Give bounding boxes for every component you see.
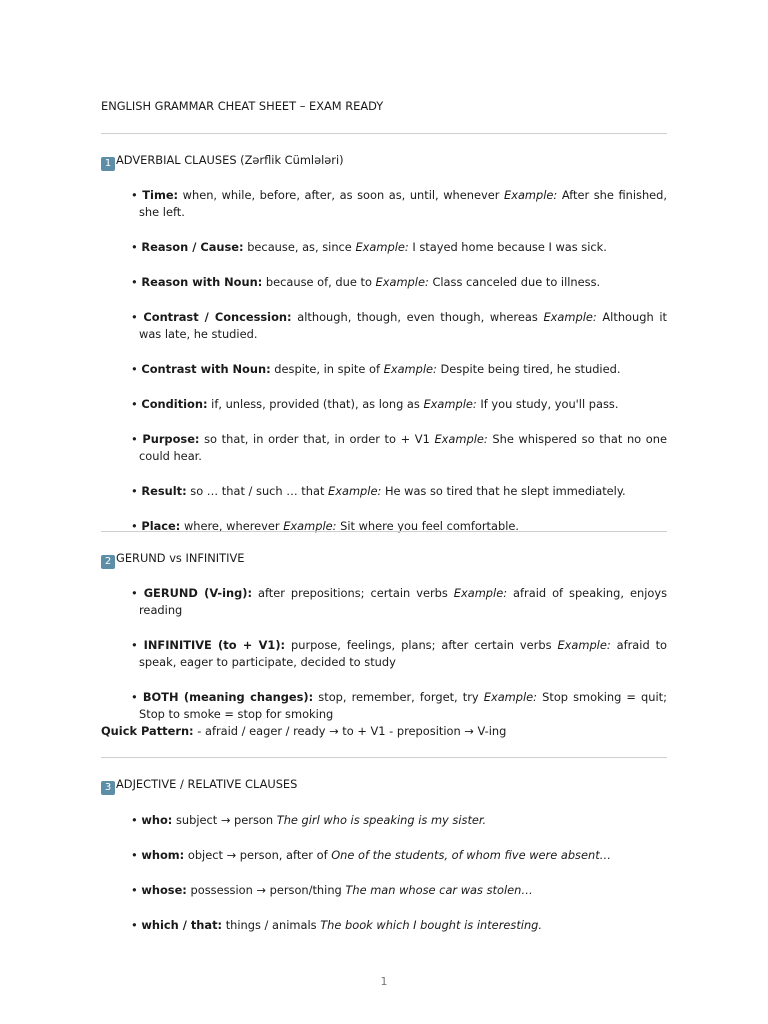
page-number: 1 [380, 975, 388, 988]
divider [101, 133, 667, 134]
quick-pattern-label: Quick Pattern: [101, 724, 194, 738]
section-title: GERUND vs INFINITIVE [116, 551, 245, 565]
section-heading-3 [101, 776, 297, 795]
list-item: • whose: possession → person/thing The man whose car was stolen… [131, 883, 533, 897]
list-item: • Time: when, while, before, after, as soon as, until, whenever Example: After she finished, she left. [131, 188, 668, 219]
section-2-list [131, 585, 667, 741]
quick-pattern [101, 723, 506, 740]
list-item: • who: subject → person The girl who is speaking is my sister. [131, 813, 487, 827]
divider [101, 531, 667, 532]
section-1-list [131, 187, 667, 553]
section-3-list [131, 812, 667, 952]
list-item: • Condition: if, unless, provided (that), as long as Example: If you study, you'll pass. [131, 397, 619, 411]
section-title: ADVERBIAL CLAUSES (Zərflik Cümlələri) [116, 153, 344, 167]
number-1-icon: 1 [101, 157, 115, 171]
list-item: • GERUND (V-ing): after prepositions; certain verbs Example: afraid of speaking, enjoys reading [131, 586, 668, 617]
section-heading-2 [101, 550, 244, 569]
list-item: • Reason / Cause: because, as, since Example: I stayed home because I was sick. [131, 240, 607, 254]
list-item: • Purpose: so that, in order that, in order to + V1 Example: She whispered so that no one could hear. [131, 432, 667, 463]
list-item: • Place: where, wherever Example: Sit where you feel comfortable. [131, 519, 520, 533]
list-item: • which / that: things / animals The book which I bought is interesting. [131, 918, 543, 932]
list-item: • Contrast with Noun: despite, in spite of Example: Despite being tired, he studied. [131, 362, 621, 376]
document-page [101, 0, 667, 1024]
list-item: • Reason with Noun: because of, due to Example: Class canceled due to illness. [131, 275, 601, 289]
list-item: • whom: object → person, after of One of the students, of whom five were absent… [131, 848, 612, 862]
list-item: • INFINITIVE (to + V1): purpose, feelings, plans; after certain verbs Example: afraid to speak, eager to participate, decided to study [131, 638, 668, 669]
list-item: • Result: so … that / such … that Example: He was so tired that he slept immediately. [131, 484, 626, 498]
list-item: • BOTH (meaning changes): stop, remember, forget, try Example: Stop smoking = quit; Stop to smoke = stop for smoking [131, 690, 667, 721]
number-2-icon: 2 [101, 555, 115, 569]
section-title: ADJECTIVE / RELATIVE CLAUSES [116, 777, 298, 791]
document-title: ENGLISH GRAMMAR CHEAT SHEET – EXAM READY [101, 99, 384, 113]
list-item: • Contrast / Concession: although, though, even though, whereas Example: Although it was late, he studied. [131, 310, 667, 341]
section-heading-1 [101, 152, 344, 171]
quick-pattern-text: - afraid / eager / ready → to + V1 - preposition → V-ing [197, 724, 507, 738]
number-3-icon: 3 [101, 781, 115, 795]
divider [101, 757, 667, 758]
